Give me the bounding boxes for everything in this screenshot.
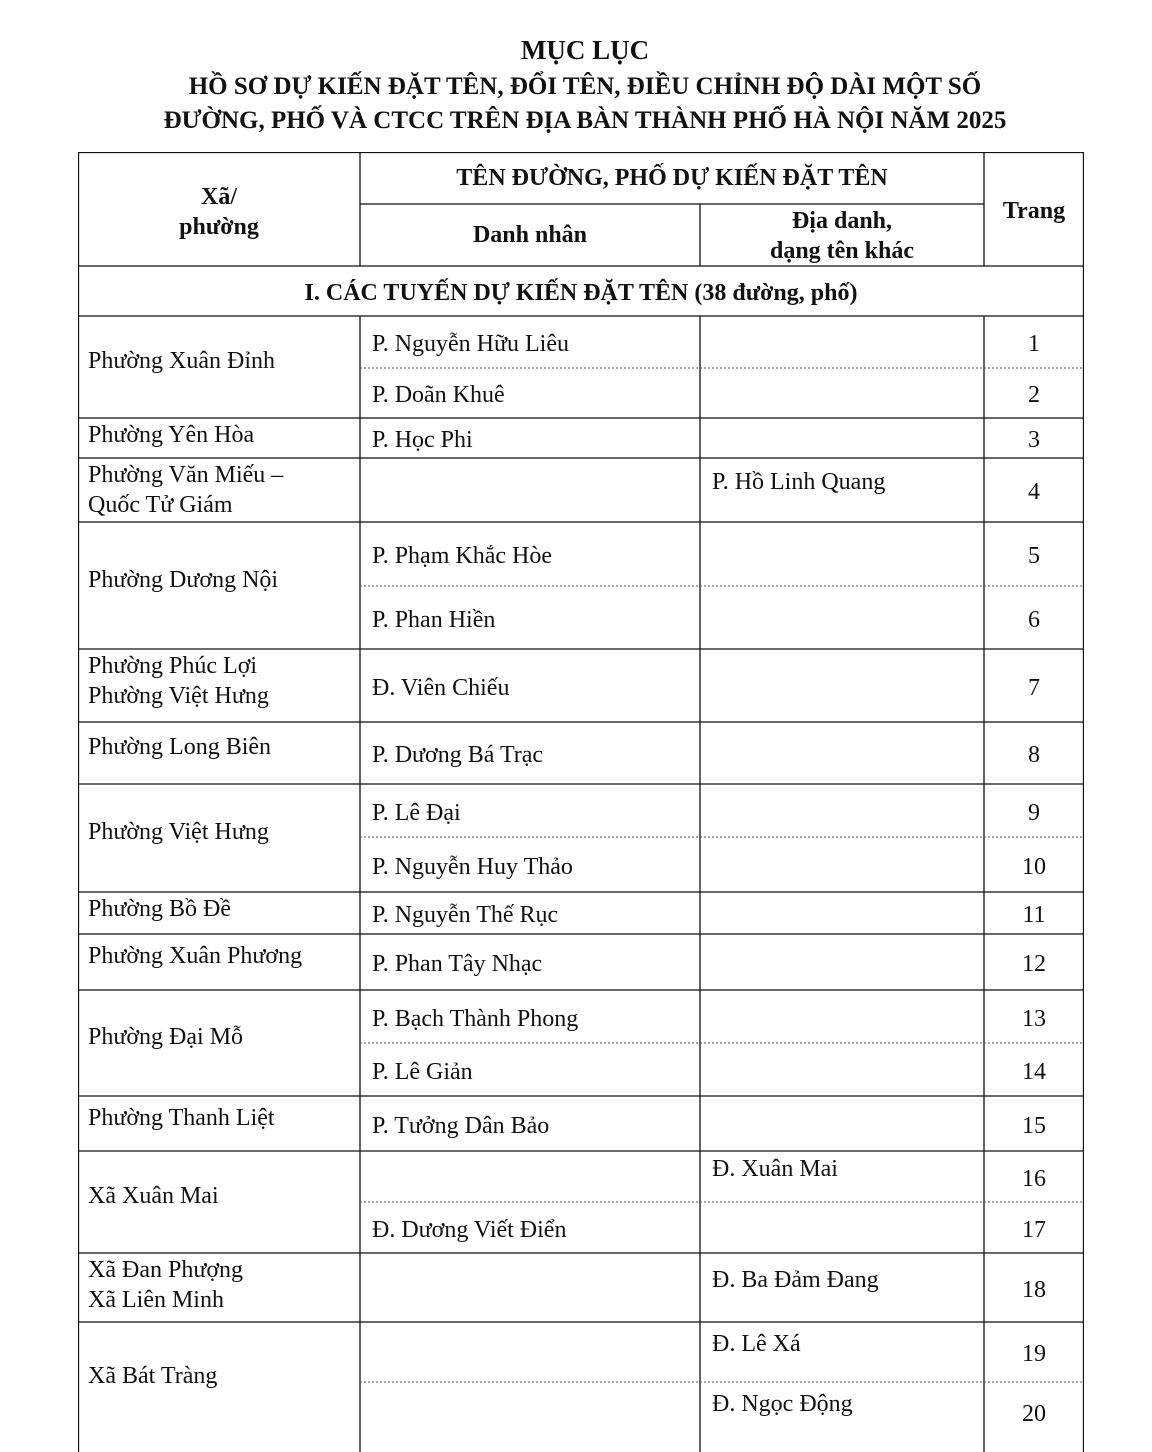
page-number: 17 <box>1022 1216 1046 1243</box>
page-number: 5 <box>1028 543 1040 569</box>
ward-name <box>88 1361 356 1391</box>
place-name <box>712 425 980 455</box>
place-name <box>712 740 980 770</box>
person-name <box>372 1164 696 1194</box>
person-name: Đ. Viên Chiếu <box>372 674 510 701</box>
ward-name-line: Phường Việt Hưng <box>88 819 269 845</box>
ward-name <box>88 941 356 971</box>
ward-name <box>88 565 356 595</box>
section-heading: I. CÁC TUYẾN DỰ KIẾN ĐẶT TÊN (38 đường, phố) <box>304 280 858 306</box>
ward-name-line: Xã Liên Minh <box>88 1287 224 1313</box>
ward-name <box>88 460 356 520</box>
header-group: TÊN ĐƯỜNG, PHỐ DỰ KIẾN ĐẶT TÊN <box>456 165 888 191</box>
ward-name-line: Quốc Tử Giám <box>88 492 233 518</box>
page-number: 6 <box>1028 606 1040 633</box>
ward-name-line: Xã Xuân Mai <box>88 1183 219 1209</box>
place-name <box>712 1215 980 1245</box>
person-name: P. Học Phi <box>372 427 473 453</box>
page-number: 16 <box>1022 1165 1046 1192</box>
ward-name-line: Phường Long Biên <box>88 734 272 760</box>
ward-name <box>88 817 356 847</box>
place-name <box>712 673 980 703</box>
person-name <box>372 477 696 507</box>
header-page: Trang <box>1002 198 1066 224</box>
ward-name <box>88 1181 356 1211</box>
subtitle-line-2: ĐƯỜNG, PHỐ VÀ CTCC TRÊN ĐỊA BÀN THÀNH PHỐ HÀ NỘI NĂM 2025 <box>163 107 1007 134</box>
person-name: P. Phan Tây Nhạc <box>372 951 543 977</box>
person-name: P. Nguyễn Hữu Liêu <box>372 331 569 357</box>
page-number: 1 <box>1028 331 1040 357</box>
person-name: P. Nguyễn Thế Rục <box>372 902 559 928</box>
place-name <box>712 1057 980 1087</box>
place-name <box>712 1004 980 1034</box>
ward-name-line: Phường Thanh Liệt <box>88 1104 275 1131</box>
header-ward: Xã/ phường <box>179 184 259 240</box>
person-name: P. Dương Bá Trạc <box>372 742 544 768</box>
place-name <box>712 852 980 882</box>
ward-name-line: Phường Yên Hòa <box>88 422 255 448</box>
person-name: P. Nguyễn Huy Thảo <box>372 853 573 880</box>
header-place: Địa danh, dạng tên khác <box>769 208 915 264</box>
ward-name-line: Phường Dương Nội <box>88 566 279 593</box>
page-number: 20 <box>1022 1401 1046 1427</box>
page-number: 4 <box>1028 479 1040 505</box>
place-name <box>712 380 980 410</box>
person-name: P. Phan Hiền <box>372 606 496 633</box>
person-name: P. Tưởng Dân Bảo <box>372 1112 550 1139</box>
page-number: 15 <box>1022 1112 1046 1139</box>
ward-name-line: Phường Phúc Lợi <box>88 653 258 679</box>
person-name: P. Lê Đại <box>372 799 461 826</box>
ward-name-line: Xã Bát Tràng <box>88 1363 218 1389</box>
place-name <box>712 949 980 979</box>
ward-name <box>88 420 356 450</box>
place-name: Đ. Ngọc Động <box>712 1391 853 1417</box>
person-name: P. Doãn Khuê <box>372 382 505 408</box>
place-name <box>712 541 980 571</box>
ward-name <box>88 894 356 924</box>
page-number: 10 <box>1022 853 1046 880</box>
ward-name-line: Phường Bồ Đề <box>88 896 232 922</box>
place-name: P. Hồ Linh Quang <box>712 469 886 495</box>
ward-name-line: Phường Văn Miếu – <box>88 462 284 488</box>
person-name <box>372 1339 696 1369</box>
ward-name <box>88 732 356 762</box>
page-number: 9 <box>1028 799 1040 826</box>
page-number: 3 <box>1028 427 1040 453</box>
page-number: 14 <box>1022 1058 1046 1085</box>
person-name: P. Phạm Khắc Hòe <box>372 543 552 569</box>
page-number: 11 <box>1022 902 1046 928</box>
place-name: Đ. Ba Đảm Đang <box>712 1266 879 1293</box>
person-name: P. Bạch Thành Phong <box>372 1005 579 1032</box>
person-name: P. Lê Giản <box>372 1058 473 1085</box>
ward-name-line: Phường Đại Mỗ <box>88 1024 244 1050</box>
ward-name-line: Xã Đan Phượng <box>88 1257 244 1283</box>
ward-name-line: Phường Xuân Đỉnh <box>88 348 276 374</box>
subtitle-line-1: HỒ SƠ DỰ KIẾN ĐẶT TÊN, ĐỔI TÊN, ĐIỀU CHỈNH ĐỘ DÀI MỘT SỐ <box>188 73 982 100</box>
place-name: Đ. Lê Xá <box>712 1331 801 1357</box>
place-name <box>712 900 980 930</box>
page-number: 13 <box>1022 1005 1046 1032</box>
document-heading <box>0 30 1152 138</box>
page-number: 18 <box>1022 1276 1046 1303</box>
ward-name <box>88 1022 356 1052</box>
ward-name-line: Phường Xuân Phương <box>88 943 303 969</box>
page-number: 19 <box>1022 1341 1046 1367</box>
page-number: 7 <box>1028 674 1040 701</box>
page-number: 2 <box>1028 382 1040 408</box>
person-name <box>372 1399 696 1429</box>
person-name <box>372 1275 696 1305</box>
page-number: 12 <box>1022 951 1046 977</box>
place-name <box>712 1111 980 1141</box>
person-name: Đ. Dương Viết Điển <box>372 1216 567 1243</box>
ward-name <box>88 1103 356 1133</box>
page-title: MỤC LỤC <box>520 35 650 65</box>
place-name <box>712 329 980 359</box>
place-name <box>712 605 980 635</box>
place-name <box>712 798 980 828</box>
ward-name-line: Phường Việt Hưng <box>88 683 269 709</box>
header-person: Danh nhân <box>472 222 588 248</box>
page-number: 8 <box>1028 742 1040 768</box>
ward-name <box>88 346 356 376</box>
place-name: Đ. Xuân Mai <box>712 1155 838 1182</box>
ward-name <box>88 1255 356 1315</box>
ward-name <box>88 651 356 711</box>
contents-table <box>78 152 1084 1452</box>
